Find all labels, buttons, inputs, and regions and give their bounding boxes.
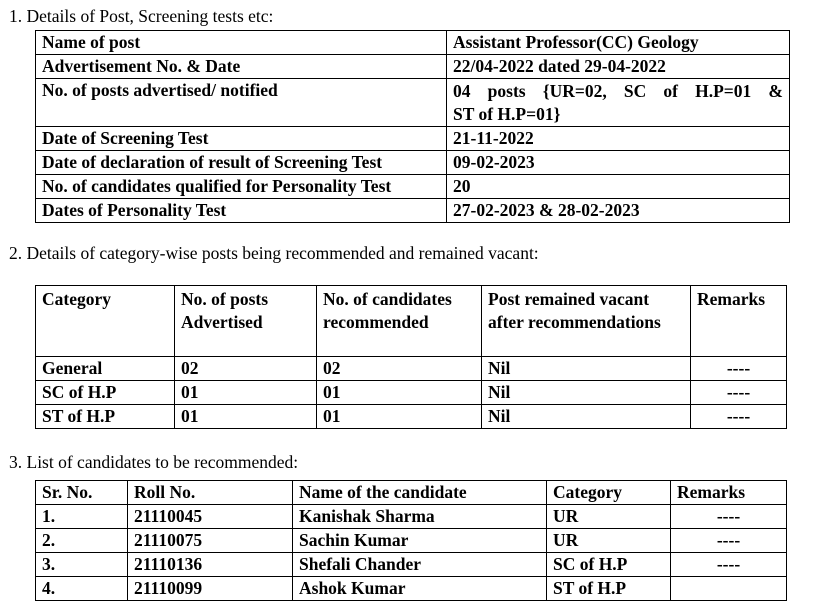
column-header: Roll No. — [128, 481, 293, 505]
column-header: Sr. No. — [36, 481, 128, 505]
table-row — [36, 127, 790, 151]
label-cell: Dates of Personality Test — [36, 199, 447, 223]
category-posts-table — [35, 285, 787, 429]
column-header: Remarks — [671, 481, 787, 505]
roll-no-cell: 21110136 — [128, 553, 293, 577]
serial-cell: 3. — [36, 553, 128, 577]
column-header: Remarks — [691, 286, 787, 357]
roll-no-cell: 21110099 — [128, 577, 293, 601]
table-row — [36, 529, 787, 553]
candidates-recommended-cell: 01 — [317, 405, 482, 429]
remarks-cell: ---- — [691, 381, 787, 405]
category-cell: SC of H.P — [36, 381, 175, 405]
posts-advertised-cell: 01 — [175, 405, 317, 429]
table-header-row — [36, 481, 787, 505]
table-row — [36, 505, 787, 529]
category-cell: UR — [547, 505, 671, 529]
column-header: No. of posts Advertised — [175, 286, 317, 357]
label-cell: Name of post — [36, 31, 447, 55]
column-header: Post remained vacant after recommendations — [482, 286, 691, 357]
vacant-cell: Nil — [482, 381, 691, 405]
candidates-recommended-cell: 02 — [317, 357, 482, 381]
table-row — [36, 79, 790, 127]
table-row — [36, 405, 787, 429]
column-header: No. of candidates recommended — [317, 286, 482, 357]
table-row — [36, 31, 790, 55]
posts-advertised-cell: 01 — [175, 381, 317, 405]
table-row — [36, 553, 787, 577]
table-row — [36, 175, 790, 199]
table-row — [36, 55, 790, 79]
value-line: 04 posts {UR=02, SC of H.P=01 & — [453, 81, 783, 101]
column-header: Name of the candidate — [293, 481, 547, 505]
remarks-cell: ---- — [691, 357, 787, 381]
category-cell: ST of H.P — [36, 405, 175, 429]
candidate-name-cell: Shefali Chander — [293, 553, 547, 577]
value-cell: 27-02-2023 & 28-02-2023 — [447, 199, 790, 223]
value-cell — [447, 79, 790, 127]
candidate-name-cell: Kanishak Sharma — [293, 505, 547, 529]
section-1-heading: 1. Details of Post, Screening tests etc: — [9, 6, 274, 26]
value-cell: 22/04-2022 dated 29-04-2022 — [447, 55, 790, 79]
label-cell: Date of declaration of result of Screening Test — [36, 151, 447, 175]
label-cell: Date of Screening Test — [36, 127, 447, 151]
roll-no-cell: 21110075 — [128, 529, 293, 553]
category-cell: UR — [547, 529, 671, 553]
candidates-table — [35, 480, 787, 601]
table-header-row — [36, 286, 787, 357]
table-row — [36, 151, 790, 175]
category-cell: General — [36, 357, 175, 381]
serial-cell: 1. — [36, 505, 128, 529]
value-cell: 20 — [447, 175, 790, 199]
serial-cell: 4. — [36, 577, 128, 601]
post-details-table — [35, 30, 790, 223]
table-row — [36, 357, 787, 381]
remarks-cell: ---- — [671, 553, 787, 577]
table-row — [36, 381, 787, 405]
remarks-cell — [671, 577, 787, 601]
column-header: Category — [547, 481, 671, 505]
value-cell: 09-02-2023 — [447, 151, 790, 175]
serial-cell: 2. — [36, 529, 128, 553]
remarks-cell: ---- — [671, 529, 787, 553]
vacant-cell: Nil — [482, 357, 691, 381]
roll-no-cell: 21110045 — [128, 505, 293, 529]
candidates-recommended-cell: 01 — [317, 381, 482, 405]
value-cell: 21-11-2022 — [447, 127, 790, 151]
candidate-name-cell: Ashok Kumar — [293, 577, 547, 601]
remarks-cell: ---- — [691, 405, 787, 429]
label-cell: No. of candidates qualified for Personality Test — [36, 175, 447, 199]
section-2-heading: 2. Details of category-wise posts being recommended and remained vacant: — [9, 243, 539, 263]
value-line: ST of H.P=01} — [453, 104, 561, 124]
label-cell: Advertisement No. & Date — [36, 55, 447, 79]
posts-advertised-cell: 02 — [175, 357, 317, 381]
remarks-cell: ---- — [671, 505, 787, 529]
category-cell: SC of H.P — [547, 553, 671, 577]
table-row — [36, 577, 787, 601]
vacant-cell: Nil — [482, 405, 691, 429]
category-cell: ST of H.P — [547, 577, 671, 601]
column-header: Category — [36, 286, 175, 357]
value-cell: Assistant Professor(CC) Geology — [447, 31, 790, 55]
label-cell: No. of posts advertised/ notified — [36, 79, 447, 127]
section-3-heading: 3. List of candidates to be recommended: — [9, 452, 299, 472]
table-row — [36, 199, 790, 223]
candidate-name-cell: Sachin Kumar — [293, 529, 547, 553]
